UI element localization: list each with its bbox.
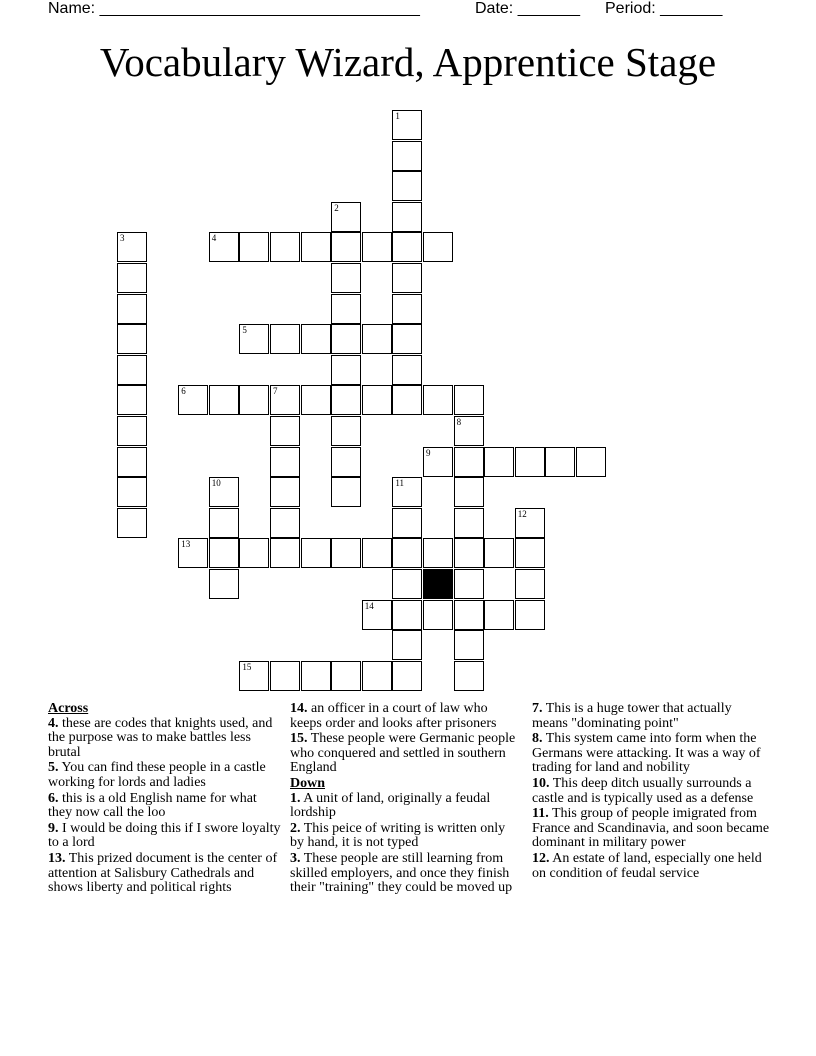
grid-cell[interactable] bbox=[454, 416, 484, 446]
grid-cell[interactable] bbox=[331, 324, 361, 354]
grid-cell[interactable] bbox=[423, 600, 453, 630]
grid-cell[interactable] bbox=[362, 538, 392, 568]
grid-cell[interactable] bbox=[545, 447, 575, 477]
grid-cell[interactable] bbox=[423, 538, 453, 568]
across-clue bbox=[48, 852, 282, 896]
grid-cell[interactable] bbox=[454, 538, 484, 568]
grid-cell[interactable] bbox=[270, 232, 300, 262]
grid-cell[interactable] bbox=[515, 569, 545, 599]
grid-cell[interactable] bbox=[270, 324, 300, 354]
grid-cell[interactable] bbox=[301, 324, 331, 354]
grid-cell[interactable] bbox=[270, 661, 300, 691]
grid-cell[interactable] bbox=[454, 385, 484, 415]
grid-cell[interactable] bbox=[117, 447, 147, 477]
clue-text: This system came into form when the Germans were attacking. It was a way of trading for land and nobility bbox=[532, 731, 761, 776]
grid-cell[interactable] bbox=[484, 447, 514, 477]
down-clue bbox=[532, 807, 770, 851]
grid-cell[interactable] bbox=[515, 447, 545, 477]
grid-cell[interactable] bbox=[301, 385, 331, 415]
grid-cell[interactable] bbox=[117, 385, 147, 415]
grid-cell[interactable] bbox=[301, 232, 331, 262]
grid-cell[interactable] bbox=[239, 661, 269, 691]
grid-cell[interactable] bbox=[392, 600, 422, 630]
grid-cell[interactable] bbox=[454, 661, 484, 691]
down-clue bbox=[532, 777, 770, 806]
grid-cell[interactable] bbox=[392, 508, 422, 538]
clue-text: this is a old English name for what they now call the loo bbox=[48, 790, 257, 821]
period-field[interactable]: Period: _______ bbox=[605, 0, 723, 17]
clue-text: A unit of land, originally a feudal lordship bbox=[290, 790, 491, 821]
grid-cell[interactable] bbox=[392, 110, 422, 140]
black-cell bbox=[423, 569, 453, 599]
grid-cell[interactable] bbox=[423, 385, 453, 415]
clue-text: these are codes that knights used, and the purpose was to make battles less brutal bbox=[48, 715, 273, 760]
clue-number: 12. bbox=[532, 850, 550, 866]
clue-number: 5. bbox=[48, 760, 59, 776]
grid-cell[interactable] bbox=[209, 508, 239, 538]
grid-cell[interactable] bbox=[270, 447, 300, 477]
clue-text: You can find these people in a castle working for lords and ladies bbox=[48, 760, 266, 790]
clue-number: 12 bbox=[517, 508, 527, 519]
grid-cell[interactable] bbox=[239, 538, 269, 568]
clue-column-2 bbox=[290, 702, 522, 897]
clue-number: 15 bbox=[242, 661, 252, 672]
grid-cell[interactable] bbox=[117, 232, 147, 262]
clue-number: 7 bbox=[273, 386, 278, 397]
clue-number: 13 bbox=[181, 539, 191, 550]
grid-cell[interactable] bbox=[392, 294, 422, 324]
clue-number: 2 bbox=[334, 202, 339, 213]
grid-cell[interactable] bbox=[301, 661, 331, 691]
clue-number: 6. bbox=[48, 790, 59, 806]
grid-cell[interactable] bbox=[515, 508, 545, 538]
grid-cell[interactable] bbox=[392, 477, 422, 507]
across-clue bbox=[48, 761, 282, 790]
clue-number: 5 bbox=[242, 325, 247, 336]
clue-text: This is a huge tower that actually means "dominating point" bbox=[532, 701, 732, 731]
across-clue bbox=[48, 717, 282, 761]
down-clue bbox=[290, 792, 522, 821]
clue-text: This peice of writing is written only by hand, it is not typed bbox=[290, 820, 506, 851]
grid-cell[interactable] bbox=[331, 538, 361, 568]
clue-number: 14 bbox=[364, 600, 374, 611]
grid-cell[interactable] bbox=[270, 385, 300, 415]
clue-number: 13. bbox=[48, 850, 66, 866]
across-clue bbox=[48, 822, 282, 851]
clue-number: 11 bbox=[395, 478, 405, 489]
grid-cell[interactable] bbox=[454, 477, 484, 507]
down-heading: Down bbox=[290, 775, 326, 791]
clue-text: These people were Germanic people who conquered and settled in southern England bbox=[290, 731, 516, 776]
clue-text: This deep ditch usually surrounds a castle and is typically used as a defense bbox=[532, 775, 754, 806]
grid-cell[interactable] bbox=[117, 294, 147, 324]
grid-cell[interactable] bbox=[515, 600, 545, 630]
grid-cell[interactable] bbox=[423, 447, 453, 477]
clue-number: 10 bbox=[211, 478, 221, 489]
grid-cell[interactable] bbox=[270, 477, 300, 507]
grid-cell[interactable] bbox=[117, 324, 147, 354]
grid-cell[interactable] bbox=[209, 569, 239, 599]
grid-cell[interactable] bbox=[576, 447, 606, 477]
grid-cell[interactable] bbox=[270, 416, 300, 446]
clue-number: 4 bbox=[211, 233, 217, 244]
clue-number: 2. bbox=[290, 820, 301, 836]
grid-cell[interactable] bbox=[392, 171, 422, 201]
grid-cell[interactable] bbox=[392, 661, 422, 691]
grid-cell[interactable] bbox=[239, 232, 269, 262]
grid-cell[interactable] bbox=[331, 661, 361, 691]
clue-number: 4. bbox=[48, 715, 59, 731]
clue-number: 14. bbox=[290, 701, 308, 716]
grid-cell[interactable] bbox=[392, 202, 422, 232]
grid-cell[interactable] bbox=[331, 232, 361, 262]
grid-cell[interactable] bbox=[362, 385, 392, 415]
clue-number: 8 bbox=[456, 417, 462, 427]
grid-cell[interactable] bbox=[117, 477, 147, 507]
grid-cell[interactable] bbox=[392, 141, 422, 171]
clue-number: 9 bbox=[426, 447, 431, 458]
clue-number: 3. bbox=[290, 850, 301, 866]
clue-number: 10. bbox=[532, 775, 550, 791]
clue-text: This group of people imigrated from France and Scandinavia, and soon became dominant in military power bbox=[532, 806, 770, 851]
grid-cell[interactable] bbox=[454, 600, 484, 630]
grid-cell[interactable] bbox=[484, 600, 514, 630]
grid-cell[interactable] bbox=[392, 385, 422, 415]
grid-cell[interactable] bbox=[331, 263, 361, 293]
clue-number: 6 bbox=[181, 386, 186, 397]
grid-cell[interactable] bbox=[178, 385, 208, 415]
grid-cell[interactable] bbox=[392, 355, 422, 385]
clue-column-3 bbox=[532, 702, 770, 882]
grid-cell[interactable] bbox=[454, 569, 484, 599]
down-clue bbox=[532, 852, 770, 881]
grid-cell[interactable] bbox=[484, 538, 514, 568]
grid-cell[interactable] bbox=[392, 538, 422, 568]
clue-text: I would be doing this if I swore loyalty to a lord bbox=[48, 820, 281, 851]
grid-cell[interactable] bbox=[331, 385, 361, 415]
across-clue bbox=[290, 732, 522, 776]
clue-number: 1 bbox=[395, 111, 400, 121]
grid-cell[interactable] bbox=[362, 661, 392, 691]
grid-cell[interactable] bbox=[209, 538, 239, 568]
grid-cell[interactable] bbox=[392, 630, 422, 660]
grid-cell[interactable] bbox=[117, 416, 147, 446]
grid-cell[interactable] bbox=[117, 355, 147, 385]
page-title: Vocabulary Wizard, Apprentice Stage bbox=[99, 39, 717, 85]
clue-text: an officer in a court of law who keeps order and looks after prisoners bbox=[290, 701, 497, 731]
grid-cell[interactable] bbox=[117, 263, 147, 293]
grid-cell[interactable] bbox=[239, 324, 269, 354]
grid-cell[interactable] bbox=[362, 600, 392, 630]
grid-cell[interactable] bbox=[362, 324, 392, 354]
grid-cell[interactable] bbox=[209, 385, 239, 415]
grid-cell[interactable] bbox=[270, 508, 300, 538]
clue-number: 7. bbox=[532, 701, 543, 716]
grid-cell[interactable] bbox=[392, 263, 422, 293]
grid-cell[interactable] bbox=[331, 477, 361, 507]
grid-cell[interactable] bbox=[117, 508, 147, 538]
clue-number: 3 bbox=[120, 233, 125, 244]
clue-number: 9. bbox=[48, 820, 59, 836]
grid-cell[interactable] bbox=[331, 447, 361, 477]
down-clue bbox=[532, 702, 770, 731]
clue-text: An estate of land, especially one held on condition of feudal service bbox=[532, 850, 762, 881]
date-field[interactable]: Date: _______ bbox=[475, 0, 580, 17]
grid-cell[interactable] bbox=[515, 538, 545, 568]
grid-cell[interactable] bbox=[209, 232, 239, 262]
grid-cell[interactable] bbox=[331, 416, 361, 446]
grid-cell[interactable] bbox=[209, 477, 239, 507]
down-clue bbox=[290, 852, 522, 896]
clue-text: This prized document is the center of attention at Salisbury Cathedrals and shows liberty and political rights bbox=[48, 850, 278, 896]
grid-cell[interactable] bbox=[392, 569, 422, 599]
grid-cell[interactable] bbox=[331, 355, 361, 385]
grid-cell[interactable] bbox=[423, 232, 453, 262]
name-field[interactable]: Name: ____________________________________ bbox=[48, 0, 420, 17]
grid-cell[interactable] bbox=[392, 232, 422, 262]
grid-cell[interactable] bbox=[301, 538, 331, 568]
across-clue bbox=[290, 702, 522, 731]
down-clue bbox=[290, 822, 522, 851]
grid-cell[interactable] bbox=[270, 538, 300, 568]
grid-cell[interactable] bbox=[331, 294, 361, 324]
clue-number: 15. bbox=[290, 731, 308, 747]
clue-number: 11. bbox=[532, 806, 549, 822]
grid-cell[interactable] bbox=[362, 232, 392, 262]
grid-cell[interactable] bbox=[239, 385, 269, 415]
across-heading: Across bbox=[48, 701, 89, 716]
grid-cell[interactable] bbox=[331, 202, 361, 232]
clue-number: 1. bbox=[290, 790, 301, 806]
grid-cell[interactable] bbox=[392, 324, 422, 354]
clue-number: 8. bbox=[532, 731, 543, 747]
across-clue bbox=[48, 792, 282, 821]
down-clue bbox=[532, 732, 770, 776]
clue-text: These people are still learning from skilled employers, and once they finish their "training" they could be moved up bbox=[290, 850, 513, 896]
clue-column-1 bbox=[48, 702, 282, 897]
grid-cell[interactable] bbox=[454, 508, 484, 538]
grid-cell[interactable] bbox=[454, 630, 484, 660]
grid-cell[interactable] bbox=[178, 538, 208, 568]
grid-cell[interactable] bbox=[454, 447, 484, 477]
